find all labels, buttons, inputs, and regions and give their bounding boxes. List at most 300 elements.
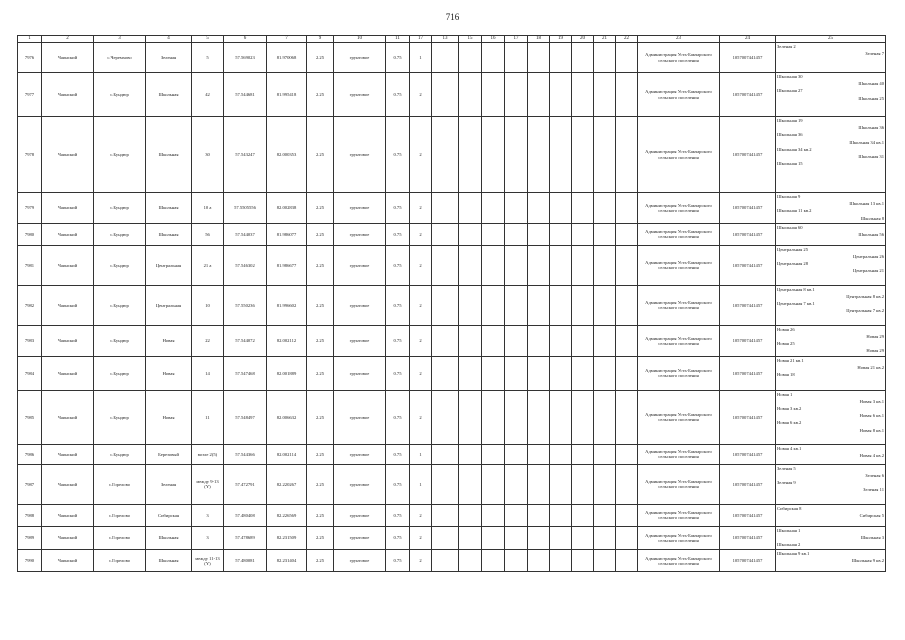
- cell-count: 2: [410, 285, 432, 325]
- cell-lat: 57.546302: [224, 245, 267, 285]
- cell-lat: 57.543247: [224, 117, 267, 193]
- cell-house: между 11-13 (Y): [192, 550, 224, 572]
- cell-empty: [572, 73, 594, 117]
- cell-empty: [594, 223, 616, 245]
- table-row: [18, 504, 886, 526]
- address-line: Новая 21 кв.2: [857, 364, 884, 370]
- cell-district: Чаинский: [42, 245, 94, 285]
- cell-empty: [616, 43, 638, 73]
- cell-empty: [505, 464, 528, 504]
- address-line: Центральная 21: [853, 268, 884, 274]
- cell-empty: [459, 117, 482, 193]
- cell-house: 5: [192, 43, 224, 73]
- cell-lat: 57.544072: [224, 325, 267, 356]
- cell-empty: [594, 390, 616, 444]
- cell-operator: Администрация Усть-Бакчарского сельского поселения: [638, 73, 720, 117]
- cell-count: 2: [410, 117, 432, 193]
- cell-empty: [432, 526, 459, 550]
- address-line: Школьная 9 кв.2: [851, 558, 884, 564]
- address-line: Новая 29: [866, 334, 884, 340]
- cell-lon: 82.002112: [267, 325, 307, 356]
- table-row: [18, 390, 886, 444]
- address-line: Школьная 27: [777, 88, 803, 94]
- address-line: Новая 4 кв.1: [777, 445, 802, 451]
- cell-surface: грунтовое: [334, 245, 386, 285]
- cell-ogrn: 1057007441457: [720, 193, 776, 224]
- cell-empty: [505, 223, 528, 245]
- address-line: Школьная 9 кв.1: [777, 551, 810, 557]
- cell-house: 3: [192, 504, 224, 526]
- column-number: 11: [386, 36, 410, 43]
- cell-area: 2.25: [307, 550, 334, 572]
- address-line: Новая 3 кв.2: [777, 406, 802, 412]
- cell-volume: 0.75: [386, 444, 410, 464]
- cell-volume: 0.75: [386, 390, 410, 444]
- cell-street: Школьная: [146, 223, 192, 245]
- address-line: Центральная 8 кв.2: [846, 294, 884, 300]
- address-line: Центральная 26: [853, 254, 884, 260]
- cell-street: Березовый: [146, 444, 192, 464]
- cell-empty: [459, 550, 482, 572]
- table-row: [18, 550, 886, 572]
- cell-empty: [616, 464, 638, 504]
- cell-settlement: с.Горелово: [94, 526, 146, 550]
- cell-area: 2.25: [307, 43, 334, 73]
- table-row: [18, 223, 886, 245]
- cell-operator: Администрация Усть-Бакчарского сельского поселения: [638, 245, 720, 285]
- address-line: Сибирская 5: [859, 512, 884, 518]
- cell-street: Зеленая: [146, 43, 192, 73]
- cell-house: 30: [192, 117, 224, 193]
- cell-street: Школьная: [146, 526, 192, 550]
- cell-num: 7990: [18, 550, 42, 572]
- table-row: [18, 356, 886, 390]
- address-line: Центральная 8 кв.1: [777, 286, 815, 292]
- cell-house: 10 а: [192, 193, 224, 224]
- register-table: [17, 35, 886, 572]
- cell-num: 7976: [18, 43, 42, 73]
- cell-empty: [572, 245, 594, 285]
- cell-area: 2.25: [307, 325, 334, 356]
- cell-addresses: [776, 245, 886, 285]
- cell-ogrn: 1057007441457: [720, 325, 776, 356]
- cell-settlement: с.Бундюр: [94, 245, 146, 285]
- cell-street: Новая: [146, 390, 192, 444]
- cell-volume: 0.75: [386, 285, 410, 325]
- cell-num: 7980: [18, 223, 42, 245]
- address-line: Зеленая 11: [863, 487, 884, 493]
- cell-empty: [459, 325, 482, 356]
- cell-empty: [432, 193, 459, 224]
- cell-empty: [528, 245, 550, 285]
- cell-house: 11: [192, 390, 224, 444]
- address-line: Новая 21 кв.1: [777, 357, 804, 363]
- cell-lat: 57.478689: [224, 526, 267, 550]
- cell-empty: [459, 245, 482, 285]
- cell-ogrn: 1057007441457: [720, 550, 776, 572]
- address-line: Новая 29: [866, 348, 884, 354]
- column-number: 4: [146, 36, 192, 43]
- cell-area: 2.25: [307, 526, 334, 550]
- cell-empty: [505, 193, 528, 224]
- cell-empty: [572, 464, 594, 504]
- cell-empty: [572, 444, 594, 464]
- column-number: 10: [334, 36, 386, 43]
- cell-empty: [616, 325, 638, 356]
- cell-empty: [550, 390, 572, 444]
- cell-empty: [482, 193, 505, 224]
- cell-num: 7984: [18, 356, 42, 390]
- cell-num: 7982: [18, 285, 42, 325]
- cell-empty: [616, 550, 638, 572]
- cell-lat: 57.544037: [224, 223, 267, 245]
- cell-empty: [616, 504, 638, 526]
- cell-lat: 57.548497: [224, 390, 267, 444]
- cell-surface: грунтовое: [334, 464, 386, 504]
- cell-count: 2: [410, 193, 432, 224]
- cell-ogrn: 1057007441457: [720, 526, 776, 550]
- cell-empty: [482, 356, 505, 390]
- cell-area: 2.25: [307, 117, 334, 193]
- cell-lon: 82.006632: [267, 390, 307, 444]
- cell-num: 7981: [18, 245, 42, 285]
- cell-volume: 0.75: [386, 43, 410, 73]
- column-number: 19: [550, 36, 572, 43]
- cell-addresses: [776, 325, 886, 356]
- cell-empty: [594, 464, 616, 504]
- cell-empty: [482, 504, 505, 526]
- cell-operator: Администрация Усть-Бакчарского сельского поселения: [638, 325, 720, 356]
- cell-street: Новая: [146, 356, 192, 390]
- cell-empty: [528, 43, 550, 73]
- column-number: 21: [594, 36, 616, 43]
- cell-operator: Администрация Усть-Бакчарского сельского поселения: [638, 285, 720, 325]
- cell-empty: [482, 117, 505, 193]
- cell-empty: [505, 356, 528, 390]
- cell-street: Школьная: [146, 73, 192, 117]
- cell-empty: [482, 464, 505, 504]
- table-row: [18, 526, 886, 550]
- cell-settlement: с.Бундюр: [94, 117, 146, 193]
- cell-empty: [528, 550, 550, 572]
- cell-district: Чаинский: [42, 193, 94, 224]
- cell-surface: грунтовое: [334, 73, 386, 117]
- cell-empty: [572, 390, 594, 444]
- address-line: Школьная 3: [860, 534, 884, 540]
- cell-addresses: [776, 464, 886, 504]
- cell-operator: Администрация Усть-Бакчарского сельского поселения: [638, 444, 720, 464]
- cell-lat: 57.480408: [224, 504, 267, 526]
- cell-street: Зеленая: [146, 464, 192, 504]
- cell-addresses: [776, 550, 886, 572]
- cell-settlement: с.Горелово: [94, 464, 146, 504]
- address-line: Школьная 40: [858, 81, 884, 87]
- cell-empty: [550, 117, 572, 193]
- cell-empty: [528, 73, 550, 117]
- address-line: Новая 18: [777, 372, 795, 378]
- cell-empty: [550, 356, 572, 390]
- header-row: [18, 36, 886, 43]
- address-line: Зеленая 5: [777, 465, 796, 471]
- cell-empty: [594, 285, 616, 325]
- address-line: Школьная 25: [858, 95, 884, 101]
- address-line: Зеленая 2: [777, 44, 796, 49]
- cell-volume: 0.75: [386, 245, 410, 285]
- cell-empty: [505, 245, 528, 285]
- column-number: 6: [224, 36, 267, 43]
- cell-volume: 0.75: [386, 117, 410, 193]
- cell-empty: [550, 504, 572, 526]
- cell-operator: Администрация Усть-Бакчарского сельского поселения: [638, 193, 720, 224]
- address-line: Школьная 8: [860, 215, 884, 221]
- column-number: 22: [616, 36, 638, 43]
- cell-district: Чаинский: [42, 223, 94, 245]
- column-number: 18: [528, 36, 550, 43]
- cell-empty: [459, 464, 482, 504]
- cell-empty: [459, 43, 482, 73]
- cell-empty: [505, 325, 528, 356]
- cell-volume: 0.75: [386, 504, 410, 526]
- cell-lon: 81.970068: [267, 43, 307, 73]
- address-line: Новая 26: [777, 326, 795, 332]
- cell-lon: 82.226569: [267, 504, 307, 526]
- cell-empty: [505, 43, 528, 73]
- cell-volume: 0.75: [386, 325, 410, 356]
- cell-operator: Администрация Усть-Бакчарского сельского поселения: [638, 356, 720, 390]
- cell-empty: [459, 390, 482, 444]
- cell-empty: [528, 285, 550, 325]
- cell-district: Чаинский: [42, 325, 94, 356]
- address-line: Школьная 11 кв.2: [777, 208, 812, 214]
- cell-addresses: [776, 444, 886, 464]
- cell-house: 56: [192, 223, 224, 245]
- cell-empty: [459, 73, 482, 117]
- cell-street: Школьная: [146, 193, 192, 224]
- cell-empty: [482, 223, 505, 245]
- cell-settlement: с.Горелово: [94, 550, 146, 572]
- cell-lat: 57.544366: [224, 444, 267, 464]
- cell-surface: грунтовое: [334, 43, 386, 73]
- cell-district: Чаинский: [42, 43, 94, 73]
- cell-ogrn: 1057007441457: [720, 43, 776, 73]
- cell-empty: [594, 550, 616, 572]
- cell-lon: 82.002114: [267, 444, 307, 464]
- cell-house: 42: [192, 73, 224, 117]
- column-number: 15: [459, 36, 482, 43]
- cell-empty: [432, 223, 459, 245]
- cell-volume: 0.75: [386, 73, 410, 117]
- cell-empty: [594, 73, 616, 117]
- address-line: Школьная 60: [777, 224, 803, 230]
- cell-empty: [616, 526, 638, 550]
- cell-operator: Администрация Усть-Бакчарского сельского поселения: [638, 223, 720, 245]
- cell-district: Чаинский: [42, 117, 94, 193]
- cell-empty: [505, 504, 528, 526]
- address-line: Зеленая 9: [777, 480, 796, 486]
- cell-settlement: с.Бундюр: [94, 223, 146, 245]
- cell-num: 7986: [18, 444, 42, 464]
- cell-count: 2: [410, 356, 432, 390]
- cell-area: 2.25: [307, 193, 334, 224]
- cell-lat: 57.550236: [224, 285, 267, 325]
- column-number: 2: [42, 36, 94, 43]
- address-line: Центральная 25: [777, 246, 808, 252]
- cell-empty: [505, 444, 528, 464]
- cell-volume: 0.75: [386, 550, 410, 572]
- address-line: Зеленая 6: [865, 472, 884, 478]
- cell-empty: [432, 444, 459, 464]
- cell-empty: [432, 43, 459, 73]
- cell-count: 2: [410, 223, 432, 245]
- cell-house: 3: [192, 526, 224, 550]
- cell-street: Школьная: [146, 117, 192, 193]
- cell-empty: [594, 43, 616, 73]
- cell-surface: грунтовое: [334, 550, 386, 572]
- cell-lat: 57.569023: [224, 43, 267, 73]
- address-line: Центральная 7 кв.2: [846, 308, 884, 314]
- column-number: 9: [307, 36, 334, 43]
- table-row: [18, 245, 886, 285]
- cell-district: Чаинский: [42, 390, 94, 444]
- cell-lat: 57.544681: [224, 73, 267, 117]
- cell-lon: 81.986677: [267, 245, 307, 285]
- cell-empty: [482, 325, 505, 356]
- cell-empty: [594, 356, 616, 390]
- column-number: 24: [720, 36, 776, 43]
- column-number: 17: [410, 36, 432, 43]
- cell-surface: грунтовое: [334, 223, 386, 245]
- cell-settlement: с.Горелово: [94, 504, 146, 526]
- cell-empty: [432, 550, 459, 572]
- cell-settlement: с.Бундюр: [94, 356, 146, 390]
- cell-lon: 81.986077: [267, 223, 307, 245]
- cell-district: Чаинский: [42, 550, 94, 572]
- cell-area: 2.25: [307, 464, 334, 504]
- address-line: Школьная 13 кв.1: [849, 201, 884, 207]
- cell-empty: [616, 73, 638, 117]
- cell-area: 2.25: [307, 73, 334, 117]
- cell-empty: [459, 223, 482, 245]
- cell-lat: 57.480081: [224, 550, 267, 572]
- cell-empty: [572, 356, 594, 390]
- cell-surface: грунтовое: [334, 356, 386, 390]
- cell-empty: [594, 193, 616, 224]
- cell-ogrn: 1057007441457: [720, 444, 776, 464]
- cell-empty: [550, 73, 572, 117]
- cell-empty: [550, 285, 572, 325]
- cell-lon: 82.231509: [267, 526, 307, 550]
- cell-settlement: с.Бундюр: [94, 325, 146, 356]
- column-number: 3: [94, 36, 146, 43]
- cell-empty: [550, 526, 572, 550]
- cell-street: Центральная: [146, 245, 192, 285]
- cell-empty: [528, 223, 550, 245]
- address-line: Новая 6 кв.1: [859, 413, 884, 419]
- cell-street: Центральная: [146, 285, 192, 325]
- address-line: Школьная 34 кв.2: [777, 146, 812, 152]
- cell-lon: 82.000353: [267, 117, 307, 193]
- cell-surface: грунтовое: [334, 117, 386, 193]
- cell-addresses: [776, 117, 886, 193]
- cell-district: Чаинский: [42, 464, 94, 504]
- cell-volume: 0.75: [386, 464, 410, 504]
- cell-house: между 9-13 (Y): [192, 464, 224, 504]
- cell-empty: [482, 285, 505, 325]
- cell-operator: Администрация Усть-Бакчарского сельского поселения: [638, 550, 720, 572]
- cell-empty: [505, 117, 528, 193]
- cell-empty: [572, 193, 594, 224]
- cell-empty: [528, 464, 550, 504]
- cell-district: Чаинский: [42, 285, 94, 325]
- cell-addresses: [776, 390, 886, 444]
- column-number: 25: [776, 36, 886, 43]
- cell-empty: [432, 464, 459, 504]
- cell-empty: [616, 390, 638, 444]
- cell-empty: [432, 356, 459, 390]
- cell-empty: [482, 43, 505, 73]
- cell-empty: [572, 43, 594, 73]
- cell-operator: Администрация Усть-Бакчарского сельского поселения: [638, 117, 720, 193]
- address-line: Школьная 30: [777, 74, 803, 79]
- address-line: Школьная 1: [777, 527, 801, 533]
- cell-surface: грунтовое: [334, 444, 386, 464]
- address-line: Новая 4 кв.2: [859, 452, 884, 458]
- cell-empty: [528, 193, 550, 224]
- address-line: Центральная 28: [777, 261, 808, 267]
- address-line: Новая 3 кв.1: [859, 398, 884, 404]
- column-number: 17: [505, 36, 528, 43]
- cell-empty: [616, 117, 638, 193]
- cell-empty: [550, 464, 572, 504]
- cell-addresses: [776, 356, 886, 390]
- cell-operator: Администрация Усть-Бакчарского сельского поселения: [638, 526, 720, 550]
- column-number: 7: [267, 36, 307, 43]
- cell-empty: [616, 193, 638, 224]
- address-line: Новая 1: [777, 391, 793, 397]
- cell-empty: [459, 444, 482, 464]
- cell-empty: [594, 117, 616, 193]
- cell-surface: грунтовое: [334, 325, 386, 356]
- cell-volume: 0.75: [386, 193, 410, 224]
- cell-empty: [572, 285, 594, 325]
- address-line: Зеленая 7: [865, 51, 884, 57]
- cell-empty: [459, 356, 482, 390]
- cell-empty: [505, 285, 528, 325]
- cell-settlement: с.Бундюр: [94, 285, 146, 325]
- cell-count: 2: [410, 526, 432, 550]
- cell-operator: Администрация Усть-Бакчарского сельского поселения: [638, 504, 720, 526]
- cell-operator: Администрация Усть-Бакчарского сельского поселения: [638, 43, 720, 73]
- table-row: [18, 193, 886, 224]
- address-line: Сибирская 8: [777, 505, 802, 511]
- cell-district: Чаинский: [42, 444, 94, 464]
- column-number: 16: [482, 36, 505, 43]
- table-row: [18, 117, 886, 193]
- cell-count: 1: [410, 464, 432, 504]
- address-line: Школьная 31: [858, 154, 884, 160]
- cell-empty: [528, 504, 550, 526]
- cell-area: 2.25: [307, 223, 334, 245]
- cell-ogrn: 1057007441457: [720, 73, 776, 117]
- cell-operator: Администрация Усть-Бакчарского сельского поселения: [638, 464, 720, 504]
- cell-area: 2.25: [307, 245, 334, 285]
- cell-ogrn: 1057007441457: [720, 464, 776, 504]
- cell-empty: [550, 325, 572, 356]
- cell-empty: [572, 526, 594, 550]
- cell-empty: [572, 325, 594, 356]
- cell-surface: грунтовое: [334, 193, 386, 224]
- cell-empty: [482, 245, 505, 285]
